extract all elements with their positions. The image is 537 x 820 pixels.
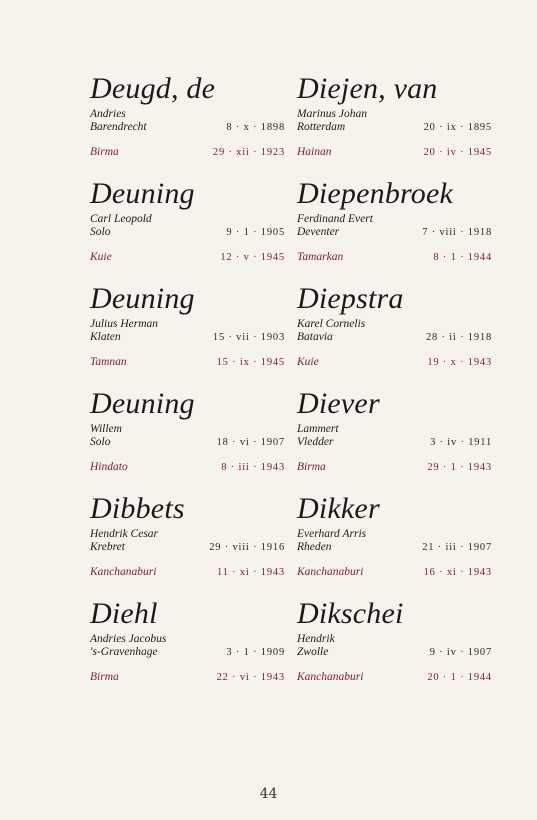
death-line: [297, 566, 492, 579]
birth-date: 3 · iv · 1911: [430, 437, 492, 448]
death-date: 16 · xi · 1943: [423, 567, 492, 578]
surname: Deuning: [90, 177, 195, 210]
birth-place: Krebret: [90, 541, 125, 553]
birth-date: 8 · x · 1898: [226, 122, 285, 133]
register-entry: [297, 177, 492, 282]
birth-date: 7 · viii · 1918: [422, 227, 492, 238]
birth-line: [90, 121, 285, 134]
given-names: Karel Cornelis: [297, 318, 366, 330]
birth-line: [90, 436, 285, 449]
birth-place: Solo: [90, 436, 111, 448]
birth-date: 15 · vii · 1903: [212, 332, 285, 343]
death-date: 8 · iii · 1943: [221, 462, 285, 473]
death-line: [297, 671, 492, 684]
birth-date: 28 · ii · 1918: [425, 332, 492, 343]
surname: Dikschei: [297, 597, 404, 630]
death-place: Birma: [90, 146, 119, 158]
death-date: 29 · 1 · 1943: [427, 462, 492, 473]
register-entry: [90, 492, 285, 597]
page-number: 44: [259, 786, 278, 802]
death-line: [90, 356, 285, 369]
given-names: Andries Jacobus: [90, 633, 167, 645]
surname: Dibbets: [90, 492, 185, 525]
register-entry: [297, 597, 492, 702]
register-entry: [90, 177, 285, 282]
death-place: Kuie: [297, 356, 319, 368]
death-place: Kanchanaburi: [90, 566, 157, 578]
surname: Diepenbroek: [297, 177, 454, 210]
death-line: [90, 671, 285, 684]
birth-line: [90, 226, 285, 239]
given-names: Hendrik Cesar: [90, 528, 159, 540]
death-line: [90, 566, 285, 579]
death-place: Tamnan: [90, 356, 127, 368]
birth-date: 9 · iv · 1907: [429, 647, 492, 658]
birth-line: [90, 541, 285, 554]
birth-line: [297, 541, 492, 554]
given-names: Ferdinand Evert: [297, 213, 373, 225]
birth-place: Deventer: [297, 226, 340, 238]
register-entry: [90, 282, 285, 387]
death-date: 20 · iv · 1945: [423, 147, 492, 158]
register-entry: [297, 72, 492, 177]
death-date: 11 · xi · 1943: [217, 567, 285, 578]
birth-place: Vledder: [297, 436, 334, 448]
death-place: Hindato: [90, 461, 128, 473]
death-date: 20 · 1 · 1944: [427, 672, 492, 683]
death-place: Birma: [90, 671, 119, 683]
birth-place: Barendrecht: [90, 121, 147, 133]
surname: Diever: [297, 387, 380, 420]
register-entry: [297, 387, 492, 492]
surname: Deuning: [90, 282, 195, 315]
birth-place: Klaten: [90, 331, 121, 343]
surname: Deuning: [90, 387, 195, 420]
register-entry: [297, 492, 492, 597]
birth-line: [297, 331, 492, 344]
birth-date: 29 · viii · 1916: [209, 542, 285, 553]
surname: Dikker: [297, 492, 380, 525]
given-names: Willem: [90, 423, 122, 435]
death-line: [297, 461, 492, 474]
birth-line: [90, 646, 285, 659]
birth-place: Rheden: [297, 541, 332, 553]
birth-line: [297, 226, 492, 239]
birth-place: 's-Gravenhage: [90, 646, 158, 658]
birth-date: 18 · vi · 1907: [216, 437, 285, 448]
death-date: 15 · ix · 1945: [216, 357, 285, 368]
given-names: Julius Herman: [90, 318, 159, 330]
surname: Diepstra: [297, 282, 404, 315]
death-place: Kanchanaburi: [297, 671, 364, 683]
left-column: [90, 72, 285, 702]
birth-date: 9 · 1 · 1905: [226, 227, 285, 238]
given-names: Lammert: [297, 423, 339, 435]
surname: Diehl: [90, 597, 158, 630]
death-date: 22 · vi · 1943: [216, 672, 285, 683]
death-place: Kuie: [90, 251, 112, 263]
birth-place: Zwolle: [297, 646, 329, 658]
register-entry: [297, 282, 492, 387]
death-line: [90, 251, 285, 264]
death-line: [297, 146, 492, 159]
birth-date: 20 · ix · 1895: [423, 122, 492, 133]
given-names: Everhard Arris: [297, 528, 367, 540]
death-line: [297, 356, 492, 369]
given-names: Andries: [90, 108, 126, 120]
death-place: Kanchanaburi: [297, 566, 364, 578]
register-entry: [90, 597, 285, 702]
surname: Deugd, de: [90, 72, 216, 105]
birth-line: [297, 436, 492, 449]
birth-date: 3 · 1 · 1909: [226, 647, 285, 658]
death-date: 29 · xii · 1923: [212, 147, 285, 158]
right-column: [297, 72, 492, 702]
death-line: [90, 461, 285, 474]
given-names: Hendrik: [297, 633, 335, 645]
death-line: [90, 146, 285, 159]
birth-line: [90, 331, 285, 344]
death-line: [297, 251, 492, 264]
birth-place: Rotterdam: [297, 121, 346, 133]
register-entry: [90, 72, 285, 177]
given-names: Marinus Johan: [297, 108, 367, 120]
death-place: Birma: [297, 461, 326, 473]
birth-place: Batavia: [297, 331, 333, 343]
death-place: Tamarkan: [297, 251, 344, 263]
death-date: 8 · 1 · 1944: [433, 252, 492, 263]
death-place: Hainan: [297, 146, 332, 158]
death-date: 19 · x · 1943: [427, 357, 492, 368]
death-date: 12 · v · 1945: [220, 252, 285, 263]
given-names: Carl Leopold: [90, 213, 152, 225]
surname: Diejen, van: [297, 72, 438, 105]
birth-line: [297, 121, 492, 134]
birth-place: Solo: [90, 226, 111, 238]
register-entry: [90, 387, 285, 492]
birth-line: [297, 646, 492, 659]
birth-date: 21 · iii · 1907: [422, 542, 492, 553]
